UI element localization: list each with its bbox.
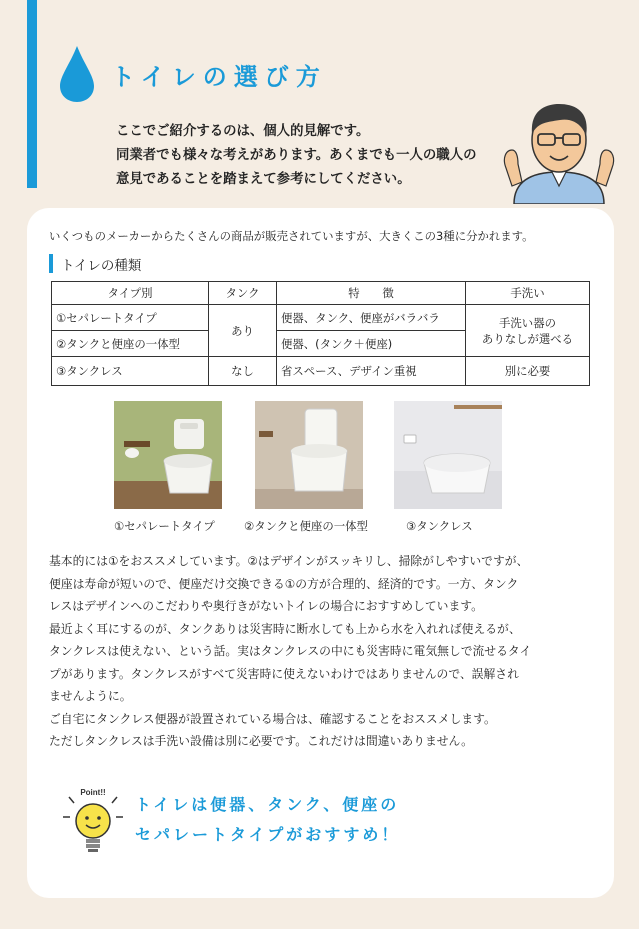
body-line: 基本的には①をおススメしています。②はデザインがスッキリし、掃除がしやすいですが、	[49, 554, 529, 568]
table-cell: ①セパレートタイプ	[52, 305, 209, 331]
table-row	[52, 357, 590, 386]
body-line: 便座は寿命が短いので、便座だけ交換できる①の方が合理的、経済的です。一方、タンク	[49, 576, 519, 591]
photo-caption: ③タンクレス	[406, 519, 473, 533]
table-cell: あり	[209, 305, 277, 357]
body-text	[49, 550, 609, 753]
wash-text-line: ありなしが選べる	[481, 331, 574, 346]
table-header: 手洗い	[466, 282, 590, 305]
point-message	[135, 790, 400, 850]
toilet-photos	[27, 401, 614, 536]
table-cell: ③タンクレス	[52, 357, 209, 386]
table-header: タンク	[209, 282, 277, 305]
table-cell: 別に必要	[466, 357, 590, 386]
point-line: トイレは便器、タンク、便座の	[135, 795, 400, 814]
body-line: ませんように。	[49, 689, 132, 703]
table-cell: 便器、(タンク＋便座)	[277, 331, 466, 357]
body-line: プがあります。タンクレスがすべて災害時に使えないわけではありませんので、誤解され	[49, 666, 519, 681]
intro-line: ここでご紹介するのは、個人的見解です。	[116, 124, 370, 139]
table-header-row	[52, 282, 590, 305]
point-label: Point!!	[80, 788, 106, 797]
body-line: タンクレスは使えない、という話。実はタンクレスの中にも災害時に電気無しで流せるタイ	[49, 644, 532, 658]
intro-text	[116, 120, 476, 192]
table-cell: なし	[209, 357, 277, 386]
table-cell: ②タンクと便座の一体型	[52, 331, 209, 357]
water-drop-icon	[58, 44, 96, 104]
craftsman-illustration	[500, 98, 618, 204]
photo-caption: ①セパレートタイプ	[114, 519, 215, 533]
body-line: ご自宅にタンクレス便器が設置されている場合は、確認することをおススメします。	[49, 711, 496, 726]
table-cell	[466, 305, 590, 357]
content-card	[27, 208, 614, 898]
wash-text-line: 手洗い器の	[499, 315, 556, 330]
page-title: トイレの選び方	[111, 63, 327, 91]
table-header: タイプ別	[52, 282, 209, 305]
lead-text: いくつものメーカーからたくさんの商品が販売されていますが、大きくこの3種に分かれます。	[49, 229, 534, 243]
toilet-types-table	[51, 281, 590, 386]
body-line: レスはデザインへのこだわりや奥行きがないトイレの場合におすすめしています。	[49, 599, 483, 613]
tankless-toilet-photo	[394, 401, 502, 509]
photo-caption: ②タンクと便座の一体型	[244, 519, 368, 533]
integrated-type-toilet-photo	[255, 401, 363, 509]
section-marker	[49, 254, 53, 273]
body-line: ただしタンクレスは手洗い設備は別に必要です。これだけは間違いありません。	[49, 734, 473, 748]
intro-line: 意見であることを踏まえて参考にしてください。	[116, 172, 411, 187]
table-cell: 省スペース、デザイン重視	[277, 357, 466, 386]
intro-line: 同業者でも様々な考えがあります。あくまでも一人の職人の	[116, 148, 477, 163]
body-line: 最近よく耳にするのが、タンクありは災害時に断水しても上から水を入れれば使えるが、	[49, 621, 521, 636]
table-cell: 便器、タンク、便座がバラバラ	[277, 305, 466, 331]
accent-side-bar	[27, 0, 37, 188]
lightbulb-icon	[59, 783, 127, 855]
table-header: 特 徴	[277, 282, 466, 305]
separate-type-toilet-photo	[114, 401, 222, 509]
point-line: セパレートタイプがおすすめ！	[135, 825, 401, 844]
table-row	[52, 305, 590, 331]
section-title: トイレの種類	[61, 258, 142, 274]
